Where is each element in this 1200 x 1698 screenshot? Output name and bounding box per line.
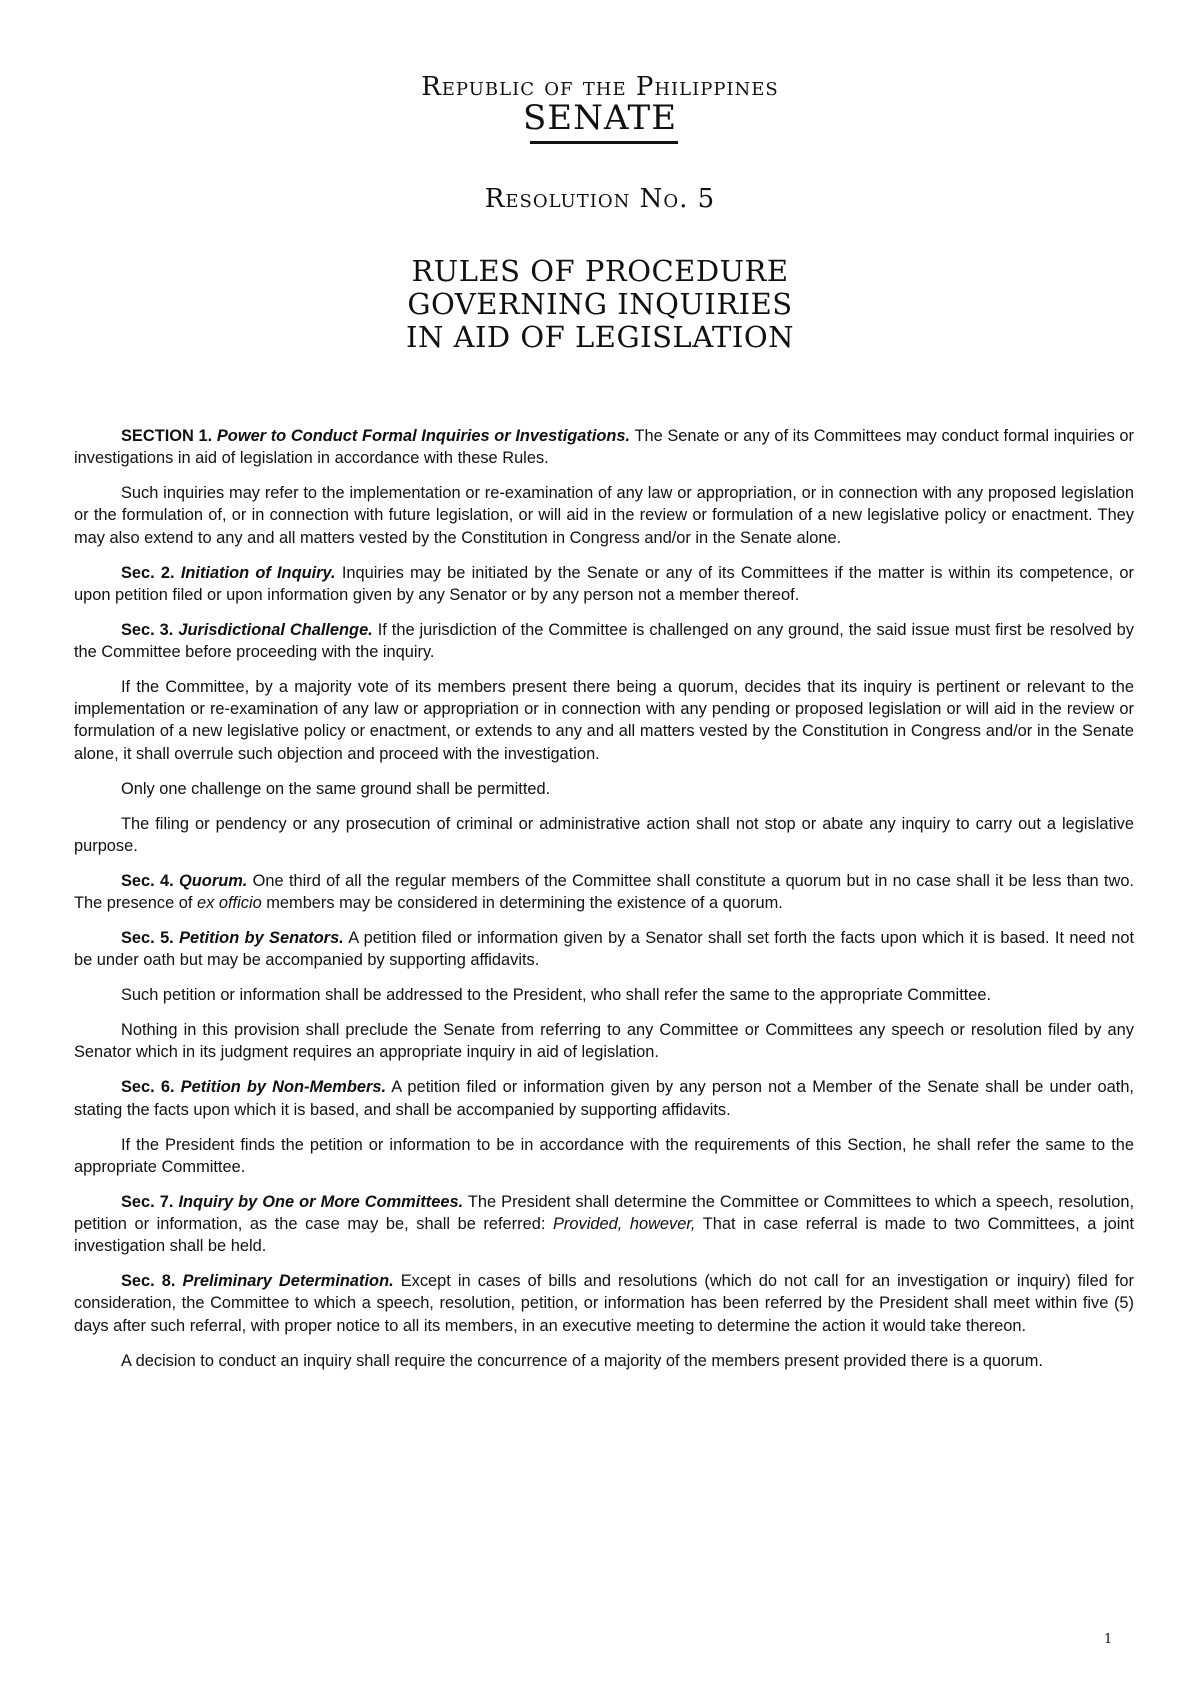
- section-text: That in case referral is made to two Committees, a joint investigation shall be held.: [74, 1215, 1135, 1256]
- section-text: A petition filed or information given by a Senator shall set forth the facts upon which it is based. It need not be under oath but may be accompanied by supporting affidavits.: [74, 929, 1134, 970]
- title-line-1: RULES OF PROCEDURE: [411, 254, 789, 288]
- section-text: A petition filed or information given by any person not a Member of the Senate shall be under oath, stating the facts upon which it is based, and shall be accompanied by supporting affidavits.: [74, 1078, 1134, 1119]
- section-text: One third of all the regular members of the Committee shall constitute a quorum but in no case shall it be less than two. The presence of: [74, 871, 1134, 913]
- section-label: SECTION 1.: [121, 427, 213, 445]
- senate-underline: [530, 141, 678, 144]
- document-title: [0, 255, 1200, 354]
- section-6: [74, 1076, 1134, 1120]
- italic-term: ex officio: [197, 894, 262, 913]
- section-heading: Petition by Senators.: [179, 929, 344, 948]
- title-line-2: GOVERNING INQUIRIES: [407, 287, 793, 321]
- section-text: If the jurisdiction of the Committee is challenged on any ground, the said issue must first be resolved by the Committee before proceeding with the inquiry.: [74, 620, 1134, 662]
- section-heading: Power to Conduct Formal Inquiries or Investigations.: [216, 427, 631, 445]
- paragraph: Such petition or information shall be addressed to the President, who shall refer the same to the appropriate Committee.: [121, 986, 992, 1005]
- section-3: [74, 619, 1134, 663]
- section-7: [74, 1191, 1134, 1258]
- paragraph: Only one challenge on the same ground shall be permitted.: [121, 779, 551, 798]
- section-text: The President shall determine the Committee or Committees to which a speech, resolution, petition or information, as the case may be, shall be referred:: [74, 1192, 1134, 1234]
- section-heading: Inquiry by One or More Committees.: [178, 1192, 464, 1211]
- paragraph: If the Committee, by a majority vote of its members present there being a quorum, decides that its inquiry is pertinent or relevant to the implementation or re-examination of any law or appropriation or in connection with any pending or proposed legislation or will aid in the review or formulation of a new legislative policy or enactment, or extends to any and all matters vested by the Constitution in Congress and/or in the Senate alone, it shall overrule such objection and proceed with the investigation.: [74, 678, 1134, 763]
- italic-term: Provided, however,: [553, 1215, 696, 1234]
- page-number: 1: [1104, 1632, 1113, 1647]
- section-text: Inquiries may be initiated by the Senate or any of its Committees if the matter is within its competence, or upon petition filed or upon information given by any Senator or by any person not a member thereof.: [74, 563, 1134, 604]
- section-label: Sec. 4.: [121, 871, 174, 890]
- paragraph: Nothing in this provision shall preclude the Senate from referring to any Committee or Committees any speech or resolution filed by any Senator which in its judgment requires an appropriate inquiry in aid of legislation.: [74, 1021, 1134, 1062]
- section-label: Sec. 5.: [121, 929, 174, 948]
- section-1: [74, 425, 1134, 469]
- section-heading: Initiation of Inquiry.: [180, 563, 336, 582]
- section-label: Sec. 3.: [121, 620, 174, 639]
- section-2: [74, 562, 1134, 606]
- paragraph: The filing or pendency or any prosecution of criminal or administrative action shall not stop or abate any inquiry to carry out a legislative purpose.: [74, 814, 1134, 855]
- section-8: [74, 1270, 1134, 1337]
- section-label: Sec. 2.: [121, 563, 175, 582]
- resolution-number: Resolution No. 5: [484, 184, 716, 214]
- paragraph: Such inquiries may refer to the implementation or re-examination of any law or appropriation, or in connection with any proposed legislation or the formulation of, or in connection with future legislation, or will aid in the review or formulation of a new legislative policy or enactment. They may also extend to any and all matters vested by the Constitution in Congress and/or in the Senate alone.: [74, 484, 1134, 547]
- section-text: Except in cases of bills and resolutions (which do not call for an investigation or inquiry) filed for consideration, the Committee to which a speech, resolution, petition, or information has been referred by the President shall meet within five (5) days after such referral, with proper notice to all its members, in an executive meeting to determine the action it would take thereon.: [74, 1272, 1134, 1335]
- document-body: [74, 425, 1134, 1385]
- paragraph: If the President finds the petition or information to be in accordance with the requirements of this Section, he shall refer the same to the appropriate Committee.: [74, 1135, 1134, 1176]
- section-5: [74, 927, 1134, 971]
- section-text: members may be considered in determining the existence of a quorum.: [266, 894, 783, 913]
- paragraph: A decision to conduct an inquiry shall require the concurrence of a majority of the members present provided there is a quorum.: [121, 1351, 1044, 1370]
- section-4: [74, 870, 1134, 914]
- republic-heading: Republic of the Philippines: [421, 72, 779, 102]
- section-heading: Petition by Non-Members.: [180, 1078, 386, 1097]
- section-heading: Preliminary Determination.: [182, 1272, 394, 1291]
- section-label: Sec. 6.: [121, 1078, 175, 1097]
- title-line-3: IN AID OF LEGISLATION: [405, 320, 794, 354]
- section-heading: Quorum.: [179, 871, 248, 890]
- section-heading: Jurisdictional Challenge.: [178, 620, 373, 639]
- section-label: Sec. 8.: [121, 1272, 176, 1291]
- section-label: Sec. 7.: [121, 1192, 174, 1211]
- senate-heading: SENATE: [522, 98, 678, 138]
- section-text: The Senate or any of its Committees may conduct formal inquiries or investigations in aid of legislation in accordance with these Rules.: [74, 427, 1135, 468]
